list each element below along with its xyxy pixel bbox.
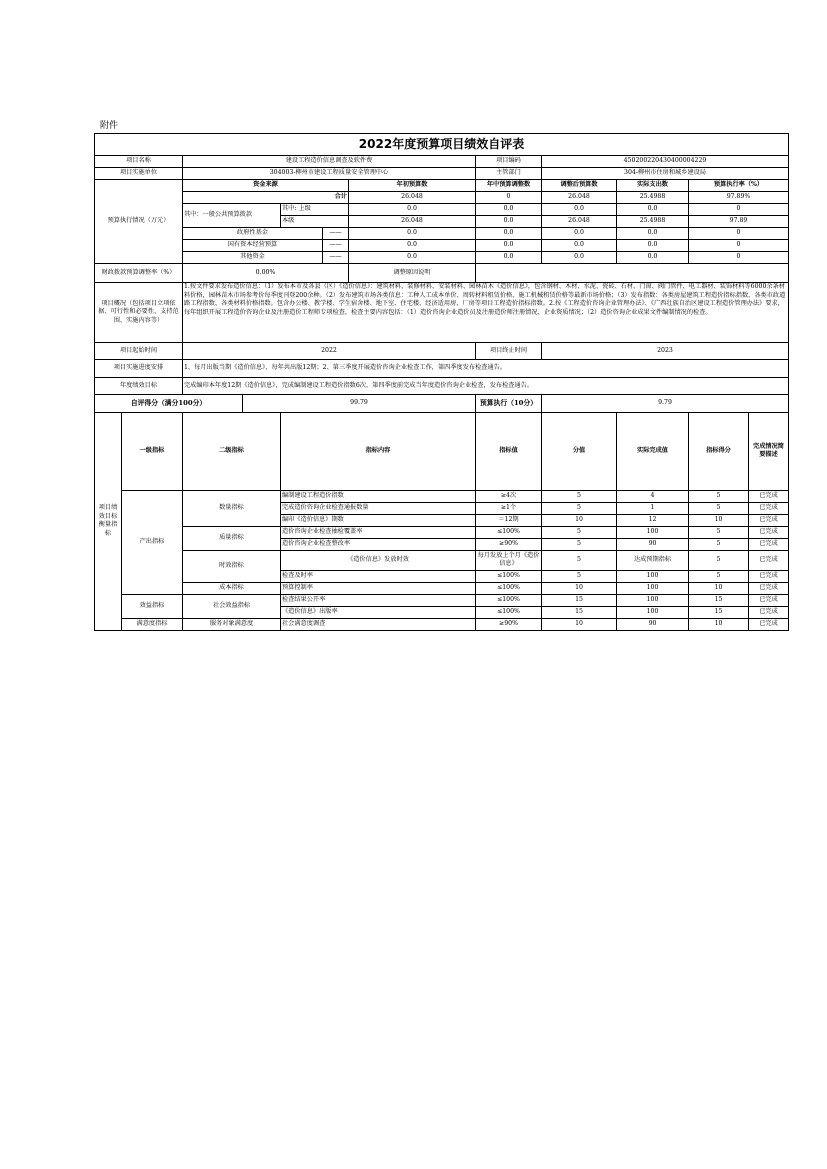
- indicator-content: 《造价信息》出版率: [281, 606, 476, 618]
- indicator-completion: 已完成: [749, 526, 789, 538]
- dept-label: 主管部门: [476, 168, 542, 180]
- indicator-completion: 已完成: [749, 606, 789, 618]
- indicator-completion: 已完成: [749, 582, 789, 594]
- indicator-weight: 10: [542, 514, 617, 526]
- indicator-completion: 已完成: [749, 538, 789, 550]
- indicator-value: ≥90%: [476, 538, 542, 550]
- end-time-label: 项目终止时间: [476, 343, 542, 360]
- quality-indicator: 质量指标: [183, 526, 281, 550]
- local-actual: 25.4988: [617, 216, 689, 228]
- indicator-content: 编印《造价信息》期数: [281, 514, 476, 526]
- superior-adjusted: 0.0: [542, 204, 617, 216]
- project-code-value: 450200220430400004229: [542, 156, 789, 168]
- indicator-actual: 100: [617, 606, 689, 618]
- indicator-value: ≤100%: [476, 582, 542, 594]
- local-rate: 97.89: [689, 216, 789, 228]
- indicator-value: ≤100%: [476, 570, 542, 582]
- indicator-content: 造价咨询企业检查抽检覆盖率: [281, 526, 476, 538]
- evaluation-table: [94, 133, 789, 631]
- local-adjusted: 26.048: [542, 216, 617, 228]
- social-benefit-indicator: 社会效益指标: [183, 594, 281, 618]
- indicator-weight: 5: [542, 570, 617, 582]
- local-label: 本级: [281, 216, 349, 228]
- indicator-completion: 已完成: [749, 490, 789, 502]
- indicator-weight: 5: [542, 490, 617, 502]
- end-time-value: 2023: [542, 343, 789, 360]
- adjust-reason-label: 调整原因说明: [349, 264, 476, 283]
- indicator-content: 完成造价咨询企业检查通报数量: [281, 502, 476, 514]
- start-time-label: 项目起始时间: [95, 343, 183, 360]
- other-fund-dash: ——: [323, 252, 349, 264]
- total-annual: 26.048: [349, 192, 476, 204]
- budget-exec-label: 预算执行情况（万元）: [95, 180, 183, 264]
- gov-fund-adjusted: 0.0: [542, 228, 617, 240]
- other-fund-label: 其他资金: [183, 252, 323, 264]
- lvl2-header: 二级指标: [183, 413, 281, 491]
- superior-label: 其中: 上级: [281, 204, 349, 216]
- general-budget-label: 其中：一般公共预算拨款: [183, 204, 281, 228]
- overview-label: 项目概况（包括项目立项依据、可行性和必要性、支持范围、实施内容等）: [95, 283, 183, 343]
- attachment-label: 附件: [100, 121, 119, 131]
- indicator-content: 《造价信息》发放时效: [281, 550, 476, 570]
- actual-done-header: 实际完成值: [617, 413, 689, 491]
- indicator-content: 造价咨询企业检查整改率: [281, 538, 476, 550]
- total-rate: 97.89%: [689, 192, 789, 204]
- indicator-actual: 100: [617, 594, 689, 606]
- superior-rate: 0: [689, 204, 789, 216]
- exec-rate-header: 预算执行率（%）: [689, 180, 789, 192]
- indicator-score: 5: [689, 550, 749, 570]
- total-actual: 25.4988: [617, 192, 689, 204]
- adjusted-budget-header: 调整后预算数: [542, 180, 617, 192]
- indicator-completion: 已完成: [749, 570, 789, 582]
- timeliness-indicator: 时效指标: [183, 550, 281, 582]
- lvl1-header: 一级指标: [122, 413, 183, 491]
- impl-unit-label: 项目实施单位: [95, 168, 183, 180]
- project-name-label: 项目名称: [95, 156, 183, 168]
- indicator-completion: 已完成: [749, 618, 789, 630]
- indicator-actual: 12: [617, 514, 689, 526]
- indicator-actual: 100: [617, 582, 689, 594]
- quantity-indicator: 数量指标: [183, 490, 281, 526]
- indicator-weight: 5: [542, 550, 617, 570]
- other-fund-rate: 0: [689, 252, 789, 264]
- annual-goal-label: 年度绩效目标: [95, 378, 183, 395]
- indicator-weight: 5: [542, 502, 617, 514]
- indicator-content: 社会满意度调查: [281, 618, 476, 630]
- local-mid: 0.0: [476, 216, 542, 228]
- indicator-score: 5: [689, 570, 749, 582]
- state-capital-actual: 0.0: [617, 240, 689, 252]
- indicator-value: ≥4次: [476, 490, 542, 502]
- superior-actual: 0.0: [617, 204, 689, 216]
- indicator-actual: 90: [617, 618, 689, 630]
- other-fund-actual: 0.0: [617, 252, 689, 264]
- state-capital-label: 国有资本经营预算: [183, 240, 323, 252]
- gov-fund-mid: 0.0: [476, 228, 542, 240]
- gov-fund-label: 政府性基金: [183, 228, 323, 240]
- progress-label: 项目实施进度安排: [95, 360, 183, 378]
- page-title: 2022年度预算项目绩效自评表: [95, 134, 789, 156]
- indicator-score: 5: [689, 538, 749, 550]
- indicator-section-label: 项目绩效目标衡量指标: [95, 413, 122, 631]
- indicator-value: ≥1个: [476, 502, 542, 514]
- indicator-score: 5: [689, 526, 749, 538]
- indicator-weight: 5: [542, 538, 617, 550]
- indicator-weight: 15: [542, 606, 617, 618]
- indicator-content: 编制建设工程造价指数: [281, 490, 476, 502]
- value-header: 指标值: [476, 413, 542, 491]
- state-capital-adjusted: 0.0: [542, 240, 617, 252]
- state-capital-mid: 0.0: [476, 240, 542, 252]
- local-annual: 26.048: [349, 216, 476, 228]
- indicator-weight: 10: [542, 618, 617, 630]
- indicator-score: 5: [689, 502, 749, 514]
- indicator-actual: 90: [617, 538, 689, 550]
- score-header: 指标得分: [689, 413, 749, 491]
- self-score-value: 99.79: [243, 395, 476, 413]
- annual-budget-header: 年初预算数: [349, 180, 476, 192]
- other-fund-annual: 0.0: [349, 252, 476, 264]
- gov-fund-annual: 0.0: [349, 228, 476, 240]
- indicator-completion: 已完成: [749, 514, 789, 526]
- progress-text: 1、每月出版当期《造价信息》，每年共出版12期；2、第三季度开展造价咨询企业检查工作，第四季度发布检查通告。: [183, 360, 789, 378]
- start-time-value: 2022: [183, 343, 476, 360]
- gov-fund-rate: 0: [689, 228, 789, 240]
- performance-evaluation-sheet: [94, 133, 788, 631]
- indicator-score: 15: [689, 606, 749, 618]
- indicator-actual: 4: [617, 490, 689, 502]
- fiscal-adjust-label: 财政拨款预算调整率（%）: [95, 264, 183, 283]
- indicator-weight: 15: [542, 594, 617, 606]
- indicator-content: 检查及时率: [281, 570, 476, 582]
- weight-header: 分值: [542, 413, 617, 491]
- actual-spend-header: 实际支出数: [617, 180, 689, 192]
- indicator-actual: 100: [617, 526, 689, 538]
- overview-text: 1.按文件要求发布造价信息：（1）发布本市及各县（区）《造价信息》：建筑材料、装修材料、安装材料、园林苗木《造价信息》，包含钢材、木材、水泥、瓷砖、石材、门窗、阀门管件、电工器材、装饰材料等6000余条材料价格，园林苗木市场参考价每季度刊登200余种。（2）发布建筑市场各类信息：工种人工成本单价、周转材料租赁价格、施工机械租赁价格等最新市场价格；（3）发布指数：各类房屋建筑工程造价指标指数、各类市政道路工程指数、各类材料价格指数。包含办公楼、教学楼、学生宿舍楼、地下室、住宅楼、经济适用房、厂房等项目工程造价指标指数。2.按《工程造价咨询企业管理办法》、《广西壮族自治区建设工程造价管理办法》要求，每年组织开展工程造价咨询企业及注册造价工程师专项检查，检查主要内容包括：（1）造价咨询企业造价员及注册造价师注册情况、企业资质情况；（2）造价咨询企业成果文件编制情况的检查。: [183, 283, 789, 343]
- mid-adjust-header: 年中预算调整数: [476, 180, 542, 192]
- other-fund-adjusted: 0.0: [542, 252, 617, 264]
- dept-value: 304-柳州市住房和城乡建设局: [542, 168, 789, 180]
- indicator-score: 10: [689, 582, 749, 594]
- indicator-value: ≥90%: [476, 618, 542, 630]
- project-code-label: 项目编码: [476, 156, 542, 168]
- budget-exec-score-value: 9.79: [542, 395, 789, 413]
- state-capital-rate: 0: [689, 240, 789, 252]
- indicator-score: 10: [689, 618, 749, 630]
- indicator-value: ≤100%: [476, 606, 542, 618]
- cost-indicator: 成本指标: [183, 582, 281, 594]
- indicator-score: 5: [689, 490, 749, 502]
- indicator-completion: 已完成: [749, 550, 789, 570]
- benefit-indicator: 效益指标: [122, 594, 183, 618]
- indicator-actual: 达成预期指标: [617, 550, 689, 570]
- other-fund-mid: 0.0: [476, 252, 542, 264]
- total-adjusted: 26.048: [542, 192, 617, 204]
- total-label: 合计: [183, 192, 349, 204]
- indicator-content: 预算控制率: [281, 582, 476, 594]
- adjust-reason-value: [476, 264, 789, 283]
- indicator-value: ≤100%: [476, 526, 542, 538]
- state-capital-dash: ——: [323, 240, 349, 252]
- indicator-weight: 10: [542, 582, 617, 594]
- indicator-content: 检查结果公开率: [281, 594, 476, 606]
- satisfaction-indicator: 满意度指标: [122, 618, 183, 630]
- total-mid: 0: [476, 192, 542, 204]
- service-satisfaction-indicator: 服务对象满意度: [183, 618, 281, 630]
- annual-goal-text: 完成编印本年度12期《造价信息》，完成编制建设工程造价指数6次，第四季度前完成当年度造价咨询企业检查，发布检查通告。: [183, 378, 789, 395]
- indicator-weight: 5: [542, 526, 617, 538]
- gov-fund-dash: ——: [323, 228, 349, 240]
- indicator-score: 10: [689, 514, 749, 526]
- impl-unit-value: 304003-柳州市建设工程质量安全管理中心: [183, 168, 476, 180]
- indicator-score: 15: [689, 594, 749, 606]
- completion-header: 完成情况简要描述: [749, 413, 789, 491]
- superior-annual: 0.0: [349, 204, 476, 216]
- indicator-value: 每月发放上个月《造价信息》: [476, 550, 542, 570]
- self-score-label: 自评得分（满分100分）: [95, 395, 243, 413]
- fiscal-adjust-value: 0.00%: [183, 264, 349, 283]
- indicator-completion: 已完成: [749, 502, 789, 514]
- indicator-completion: 已完成: [749, 594, 789, 606]
- budget-exec-score-label: 预算执行（10分）: [476, 395, 542, 413]
- project-name-value: 建设工程造价信息调查及软件费: [183, 156, 476, 168]
- indicator-actual: 1: [617, 502, 689, 514]
- gov-fund-actual: 0.0: [617, 228, 689, 240]
- indicator-actual: 100: [617, 570, 689, 582]
- superior-mid: 0.0: [476, 204, 542, 216]
- fund-source-header: 资金来源: [183, 180, 349, 192]
- indicator-value: ≤100%: [476, 594, 542, 606]
- indicator-value: ＝12期: [476, 514, 542, 526]
- state-capital-annual: 0.0: [349, 240, 476, 252]
- content-header: 指标内容: [281, 413, 476, 491]
- output-indicator: 产出指标: [122, 490, 183, 594]
